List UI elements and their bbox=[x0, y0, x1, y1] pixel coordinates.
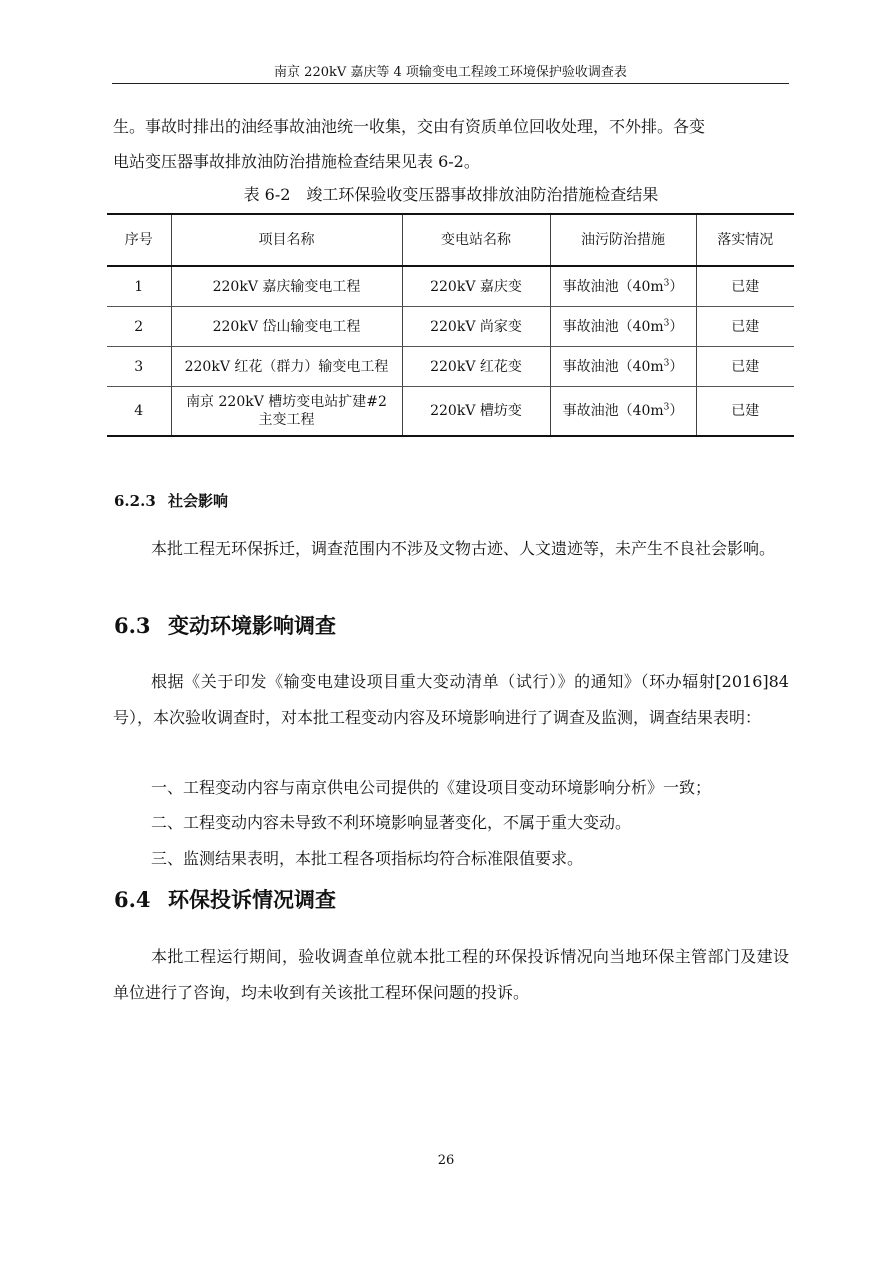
table-cell: 220kV 嘉庆输变电工程 bbox=[171, 266, 402, 307]
table-cell: 220kV 嘉庆变 bbox=[402, 266, 550, 307]
close-paren: ） bbox=[669, 403, 684, 419]
table-header-row bbox=[107, 214, 794, 266]
table-row bbox=[107, 347, 794, 387]
list-item: 二、工程变动内容未导致不利环境影响显著变化，不属于重大变动。 bbox=[151, 813, 632, 832]
section-number: 6.3 bbox=[114, 613, 151, 638]
measure-text: 事故油池（40m bbox=[562, 318, 664, 335]
complaint-paragraph: 本批工程运行期间，验收调查单位就本批工程的环保投诉情况向当地环保主管部门及建设单位进行了咨询，均未收到有关该批工程环保问题的投诉。 bbox=[113, 947, 789, 1002]
table-cell: 南京 220kV 槽坊变电站扩建#2 主变工程 bbox=[171, 387, 402, 437]
table-cell: 4 bbox=[107, 387, 171, 437]
measure-text: 事故油池（40m bbox=[562, 358, 664, 375]
table-cell: 1 bbox=[107, 266, 171, 307]
column-header: 序号 bbox=[107, 214, 171, 266]
table-cell: 已建 bbox=[696, 307, 794, 347]
table-cell bbox=[550, 387, 696, 437]
table-cell: 220kV 红花变 bbox=[402, 347, 550, 387]
header-rule bbox=[112, 83, 789, 84]
intro-paragraph-line-2: 电站变压器事故排放油防治措施检查结果见表 6-2。 bbox=[113, 152, 480, 171]
table-cell: 220kV 岱山输变电工程 bbox=[171, 307, 402, 347]
table-cell: 已建 bbox=[696, 347, 794, 387]
column-header: 项目名称 bbox=[171, 214, 402, 266]
intro-paragraph-line-1: 生。事故时排出的油经事故油池统一收集，交由有资质单位回收处理，不外排。各变 bbox=[113, 117, 706, 136]
table-cell: 3 bbox=[107, 347, 171, 387]
measure-text: 事故油池（40m bbox=[562, 278, 664, 295]
section-heading-6-4 bbox=[114, 885, 336, 915]
section-heading-6-3 bbox=[114, 611, 336, 641]
section-title: 环保投诉情况调查 bbox=[168, 887, 336, 912]
table-cell: 220kV 红花（群力）输变电工程 bbox=[171, 347, 402, 387]
change-impact-paragraph: 根据《关于印发《输变电建设项目重大变动清单（试行）》的通知》（环办辐射[2016]84号），本次验收调查时，对本批工程变动内容及环境影响进行了调查及监测，调查结果表明： bbox=[113, 672, 789, 727]
list-item: 三、监测结果表明，本批工程各项指标均符合标准限值要求。 bbox=[151, 849, 584, 868]
superscript: 3 bbox=[663, 357, 670, 368]
table-cell: 已建 bbox=[696, 387, 794, 437]
section-number: 6.2.3 bbox=[114, 492, 156, 510]
close-paren: ） bbox=[669, 358, 684, 375]
table-cell bbox=[550, 307, 696, 347]
superscript: 3 bbox=[663, 402, 670, 413]
social-impact-paragraph: 本批工程无环保拆迁，调查范围内不涉及文物古迹、人文遗迹等，未产生不良社会影响。 bbox=[151, 539, 776, 558]
table-cell: 220kV 尚家变 bbox=[402, 307, 550, 347]
superscript: 3 bbox=[663, 277, 670, 288]
section-number: 6.4 bbox=[114, 887, 151, 912]
table-row bbox=[107, 307, 794, 347]
column-header: 落实情况 bbox=[696, 214, 794, 266]
table-cell: 已建 bbox=[696, 266, 794, 307]
table-cell bbox=[550, 347, 696, 387]
oil-prevention-table bbox=[107, 213, 794, 437]
table-row bbox=[107, 387, 794, 437]
section-title: 社会影响 bbox=[168, 492, 229, 510]
close-paren: ） bbox=[669, 318, 684, 335]
column-header: 变电站名称 bbox=[402, 214, 550, 266]
table-caption: 表 6-2 竣工环保验收变压器事故排放油防治措施检查结果 bbox=[243, 185, 659, 204]
section-title: 变动环境影响调查 bbox=[168, 613, 336, 638]
measure-text: 事故油池（40m bbox=[562, 403, 664, 419]
section-heading-6-2-3 bbox=[114, 489, 228, 513]
superscript: 3 bbox=[663, 317, 670, 328]
page-number: 26 bbox=[437, 1153, 455, 1168]
table-cell bbox=[550, 266, 696, 307]
running-header: 南京 220kV 嘉庆等 4 项输变电工程竣工环境保护验收调查表 bbox=[274, 65, 627, 80]
list-item: 一、工程变动内容与南京供电公司提供的《建设项目变动环境影响分析》一致； bbox=[151, 778, 712, 797]
close-paren: ） bbox=[669, 278, 684, 295]
table-cell: 220kV 槽坊变 bbox=[402, 387, 550, 437]
column-header: 油污防治措施 bbox=[550, 214, 696, 266]
table-row bbox=[107, 266, 794, 307]
table-cell: 2 bbox=[107, 307, 171, 347]
